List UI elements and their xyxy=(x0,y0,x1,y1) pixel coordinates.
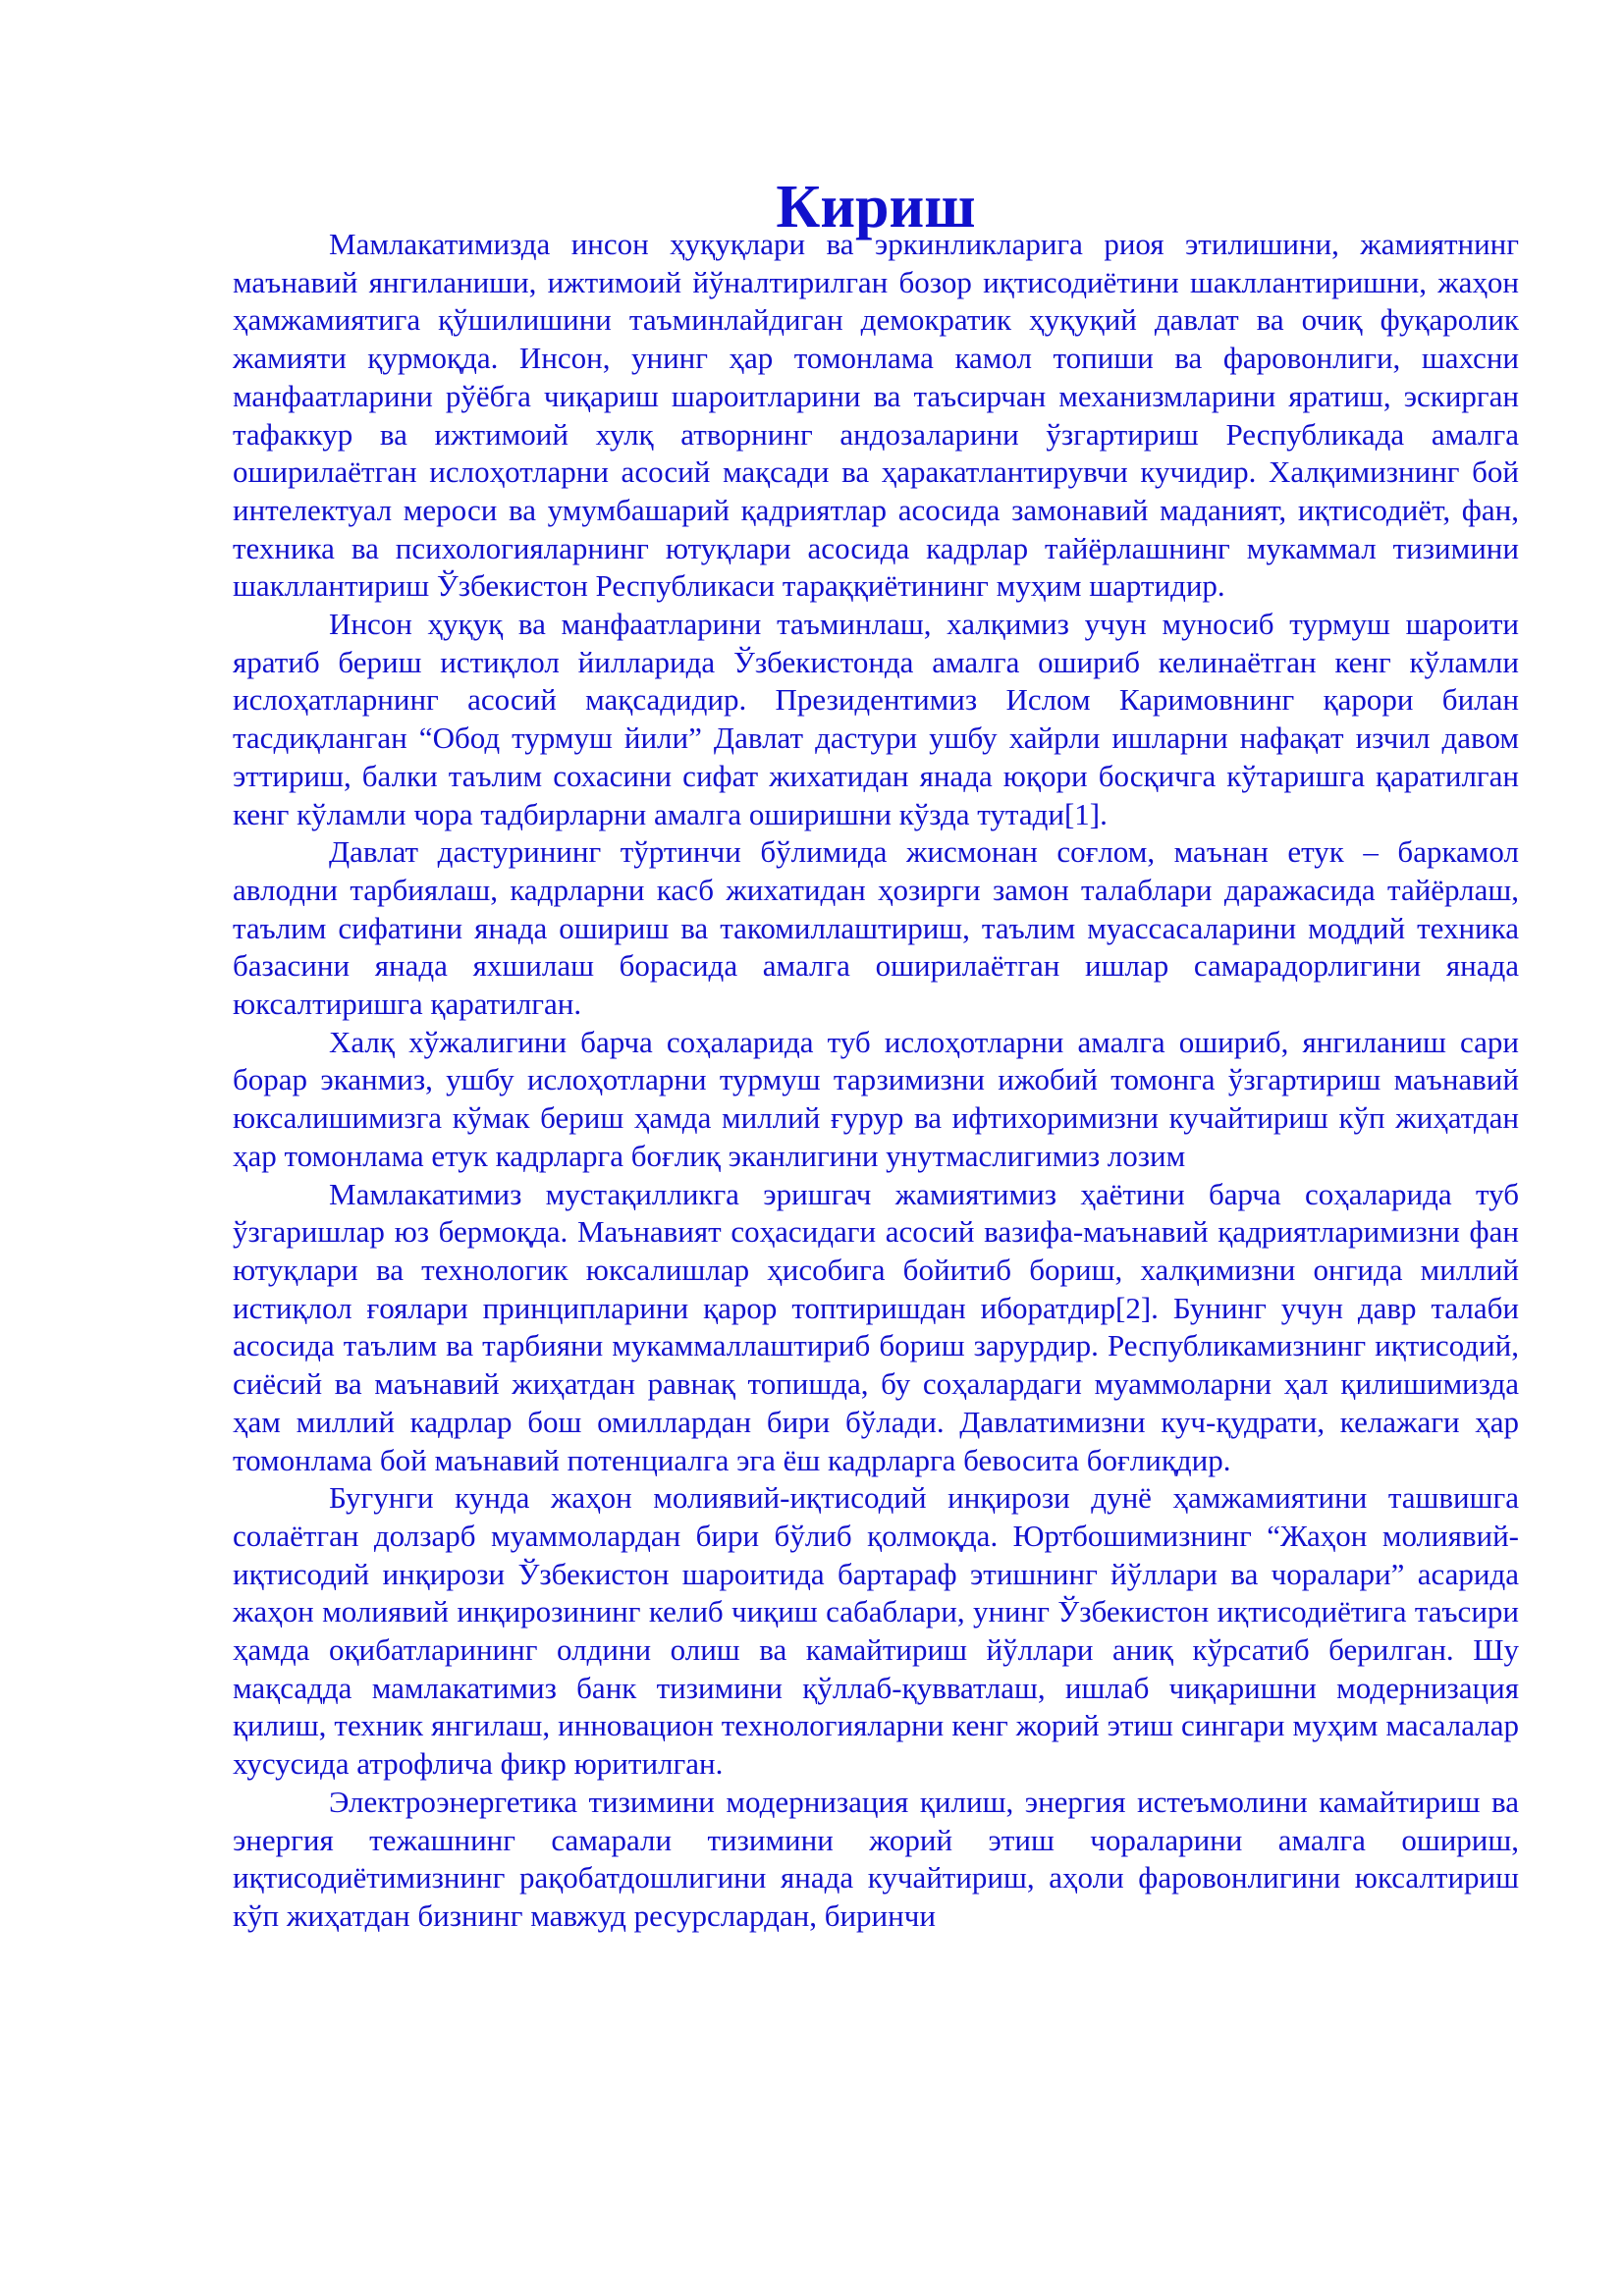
paragraph-5: Мамлакатимиз мустақилликга эришгач жамиятимиз ҳаётини барча соҳаларида туб ўзгаришлар юз бермоқда. Маънавият соҳасидаги асосий вазифа-маънавий қадриятларимизни фан ютуқлари ва технологик юксалишлар ҳисобига бойитиб бориш, халқимизни онгида миллий истиқлол ғоялари принципларини қарор топтиришдан иборатдир[2]. Бунинг учун давр талаби асосида таълим ва тарбияни мукаммаллаштириб бориш зарурдир. Республикамизнинг иқтисодий, сиёсий ва маънавий жиҳатдан равнақ топишда, бу соҳалардаги муаммоларни ҳал қилишимизда ҳам миллий кадрлар бош омиллардан бири бўлади. Давлатимизни куч-қудрати, келажаги ҳар томонлама бой маънавий потенциалга эга ёш кадрларга бевосита боғлиқдир. xyxy=(233,1176,1519,1477)
document-body xyxy=(233,174,1519,1936)
paragraph-7: Электроэнергетика тизимини модернизация қилиш, энергия истеъмолини камайтириш ва энергия тежашнинг самарали тизимини жорий этиш чораларини амалга ошириш, иқтисодиётимизнинг рақобатдошлигини янада кучайтириш, аҳоли фаровонлигини юксалтириш кўп жиҳатдан бизнинг мавжуд ресурслардан, биринчи xyxy=(233,1784,1519,1933)
document-title: Кириш xyxy=(776,174,976,240)
paragraph-1: Мамлакатимизда инсон ҳуқуқлари ва эркинликларига риоя этилишини, жамиятнинг маънавий янгиланиши, ижтимоий йўналтирилган бозор иқтисодиётини шакллантиришни, жаҳон ҳамжамиятига қўшилишини таъминлайдиган демократик ҳуқуқий давлат ва очиқ фуқаролик жамияти қурмоқда. Инсон, унинг ҳар томонлама камол топиши ва фаровонлиги, шахсни манфаатларини рўёбга чиқариш шароитларини ва таъсирчан механизмларини яратиш, эскирган тафаккур ва ижтимоий хулқ атворнинг андозаларини ўзгартириш Республикада амалга оширилаётган ислоҳотларни асосий мақсади ва ҳаракатлантирувчи кучидир. Халқимизнинг бой интелектуал мероси ва умумбашарий қадриятлар асосида замонавий маданият, иқтисодиёт, фан, техника ва психологияларнинг ютуқлари асосида кадрлар тайёрлашнинг мукаммал тизимини шакллантириш Ўзбекистон Республикаси тараққиётининг муҳим шартидир. xyxy=(233,227,1519,604)
paragraph-3: Давлат дастурининг тўртинчи бўлимида жисмонан соғлом, маънан етук – баркамол авлодни тарбиялаш, кадрларни касб жихатидан ҳозирги замон талаблари даражасида тайёрлаш, таълим сифатини янада ошириш ва такомиллаштириш, таълим муассасаларини моддий техника базасини янада яхшилаш борасида амалга оширилаётган ишлар самарадорлигини янада юксалтиришга қаратилган. xyxy=(233,834,1519,1022)
paragraph-4: Халқ хўжалигини барча соҳаларида туб ислоҳотларни амалга ошириб, янгиланиш сари борар эканмиз, ушбу ислоҳотларни турмуш тарзимизни ижобий томонга ўзгартириш маънавий юксалишимизга кўмак бериш ҳамда миллий ғурур ва ифтихоримизни кучайтириш кўп жиҳатдан ҳар томонлама етук кадрларга боғлиқ эканлигини унутмаслигимиз лозим xyxy=(233,1024,1519,1173)
paragraph-2: Инсон ҳуқуқ ва манфаатларини таъминлаш, халқимиз учун муносиб турмуш шароити яратиб бериш истиқлол йилларида Ўзбекистонда амалга ошириб келинаётган кенг кўламли ислоҳатларнинг асосий мақсадидир. Президентимиз Ислом Каримовнинг қарори билан тасдиқланган “Обод турмуш йили” Давлат дастури ушбу хайрли ишларни нафақат изчил давом эттириш, балки таълим сохасини сифат жихатидан янада юқори босқичга кўтаришга қаратилган кенг кўламли чора тадбирларни амалга оширишни кўзда тутади[1]. xyxy=(233,607,1519,831)
paragraph-6: Бугунги кунда жаҳон молиявий-иқтисодий инқирози дунё ҳамжамиятини ташвишга солаётган долзарб муаммолардан бири бўлиб қолмоқда. Юртбошимизнинг “Жаҳон молиявий-иқтисодий инқирози Ўзбекистон шароитида бартараф этишнинг йўллари ва чоралари” асарида жаҳон молиявий инқирозининг келиб чиқиш сабаблари, унинг Ўзбекистон иқтисодиётига таъсири ҳамда оқибатларининг олдини олиш ва камайтириш йўллари аниқ кўрсатиб берилган. Шу мақсадда мамлакатимиз банк тизимини қўллаб-қувватлаш, ишлаб чиқаришни модернизация қилиш, техник янгилаш, инновацион технологияларни кенг жорий этиш сингари муҳим масалалар хусусида атрофлича фикр юритилган. xyxy=(233,1480,1519,1782)
